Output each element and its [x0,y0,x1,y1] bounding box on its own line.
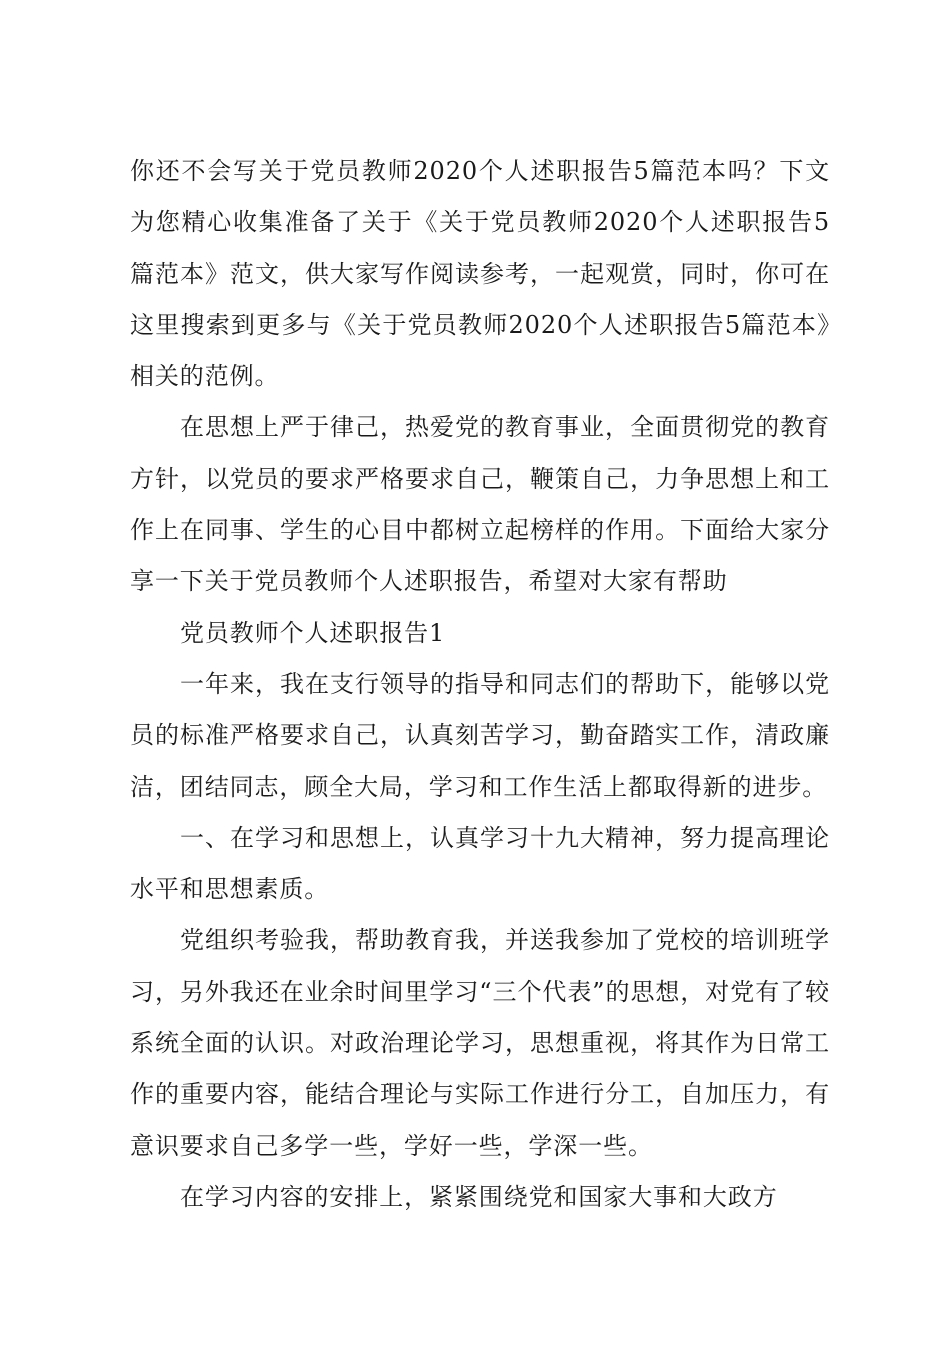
document-body [130,146,830,1223]
summary-paragraph: 在思想上严于律己，热爱党的教育事业，全面贯彻党的教育方针，以党员的要求严格要求自己，鞭策自己，力争思想上和工作上在同事、学生的心目中都树立起榜样的作用。下面给大家分享一下关于党员教师个人述职报告，希望对大家有帮助 [130,413,830,596]
body-paragraph: 一年来，我在支行领导的指导和同志们的帮助下，能够以党员的标准严格要求自己，认真刻苦学习，勤奋踏实工作，清政廉洁，团结同志，顾全大局，学习和工作生活上都取得新的进步。 [130,669,830,801]
report-heading: 党员教师个人述职报告1 [180,618,446,647]
intro-paragraph: 你还不会写关于党员教师2020个人述职报告5篇范本吗？下文为您精心收集准备了关于《关于党员教师2020个人述职报告5篇范本》范文，供大家写作阅读参考，一起观赏，同时，你可在这里搜索到更多与《关于党员教师2020个人述职报告5篇范本》相关的范例。 [130,157,830,391]
section-heading-study: 一、在学习和思想上，认真学习十九大精神，努力提高理论水平和思想素质。 [130,823,830,904]
body-paragraph: 党组织考验我，帮助教育我，并送我参加了党校的培训班学习，另外我还在业余时间里学习“三个代表”的思想，对党有了较系统全面的认识。对政治理论学习，思想重视，将其作为日常工作的重要内容，能结合理论与实际工作进行分工，自加压力，有意识要求自己多学一些，学好一些，学深一些。 [130,926,830,1160]
body-paragraph: 在学习内容的安排上，紧紧围绕党和国家大事和大政方 [180,1182,778,1211]
